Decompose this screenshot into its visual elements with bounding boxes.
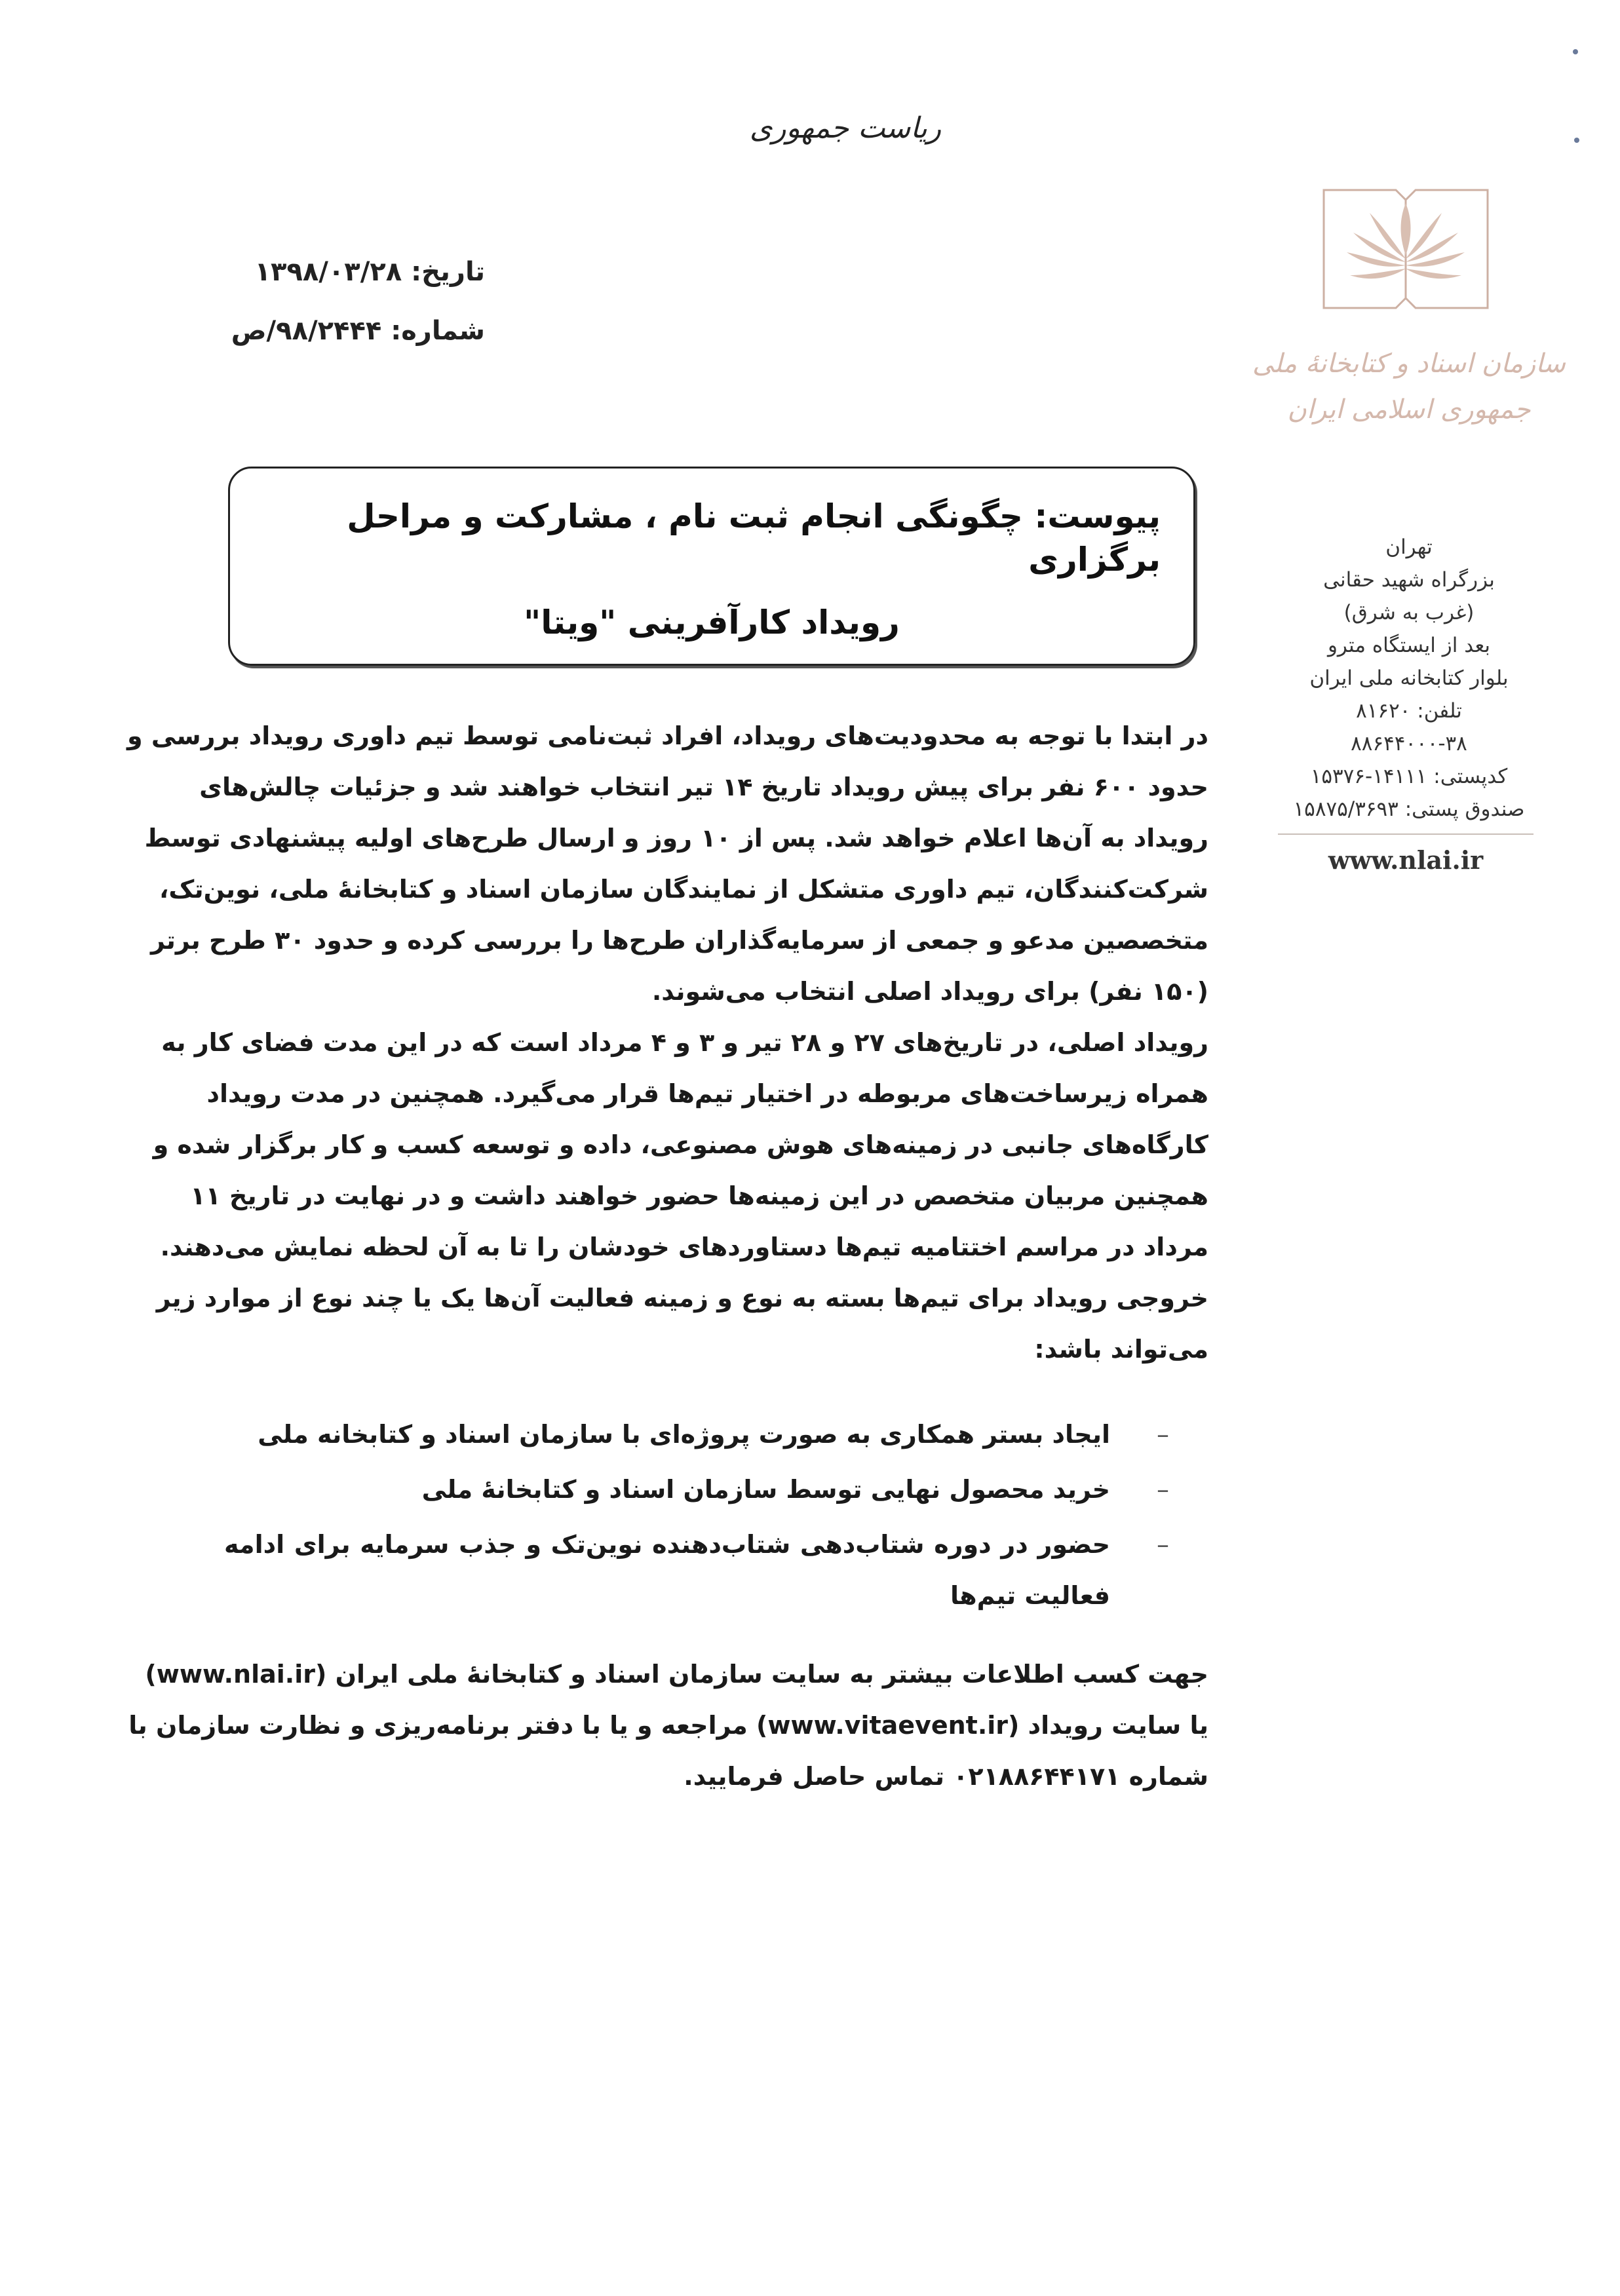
address-line: صندوق پستی: ۱۵۸۷۵/۳۶۹۳ — [1293, 797, 1525, 821]
address-line: بعد از ایستگاه مترو — [1327, 634, 1491, 657]
scan-speck — [1573, 49, 1578, 54]
letter-number: شماره: ۹۸/۲۴۴۴/ص — [231, 316, 485, 346]
address-line: تهران — [1385, 535, 1433, 559]
body-line: متخصصین مدعو و جمعی از سرمایه‌گذاران طرح‌ها را بررسی کرده و حدود ۳۰ طرح برتر — [150, 926, 1208, 955]
closing-line: یا سایت رویداد (www.vitaevent.ir) مراجعه و یا با دفتر برنامه‌ریزی و نظارت سازمان با — [128, 1711, 1208, 1740]
closing-line: جهت کسب اطلاعات بیشتر به سایت سازمان اسناد و کتابخانهٔ ملی ایران (www.nlai.ir) — [145, 1660, 1208, 1689]
list-item — [224, 1409, 1208, 1460]
closing-paragraph — [128, 1649, 1208, 1802]
body-line: (۱۵۰ نفر) برای رویداد اصلی انتخاب می‌شوند. — [651, 977, 1208, 1006]
address-line: تلفن: ۸۱۶۲۰ — [1356, 699, 1462, 723]
body-line: رویداد به آن‌ها اعلام خواهد شد. پس از ۱۰ روز و ارسال طرح‌های اولیه پیشنهادی توسط — [144, 824, 1208, 852]
title-line: رویداد کارآفرینی "ویتا" — [524, 603, 900, 641]
address-line: (غرب به شرق) — [1343, 601, 1475, 624]
bullet-dash-icon: – — [1157, 1475, 1169, 1504]
body-line: همچنین مربیان متخصص در این زمینه‌ها حضور خواهند داشت و در نهایت در تاریخ ۱۱ — [190, 1181, 1208, 1210]
website-link[interactable]: www.nlai.ir — [1328, 845, 1484, 875]
body-line: همراه زیرساخت‌های مربوطه در اختیار تیم‌ها قرار می‌گیرد. همچنین در مدت رویداد — [206, 1079, 1208, 1108]
address-line: بلوار کتابخانه ملی ایران — [1309, 666, 1509, 690]
address-line: بزرگراه شهید حقانی — [1323, 568, 1495, 592]
sidebar-divider — [1278, 833, 1533, 835]
address-line: کدپستی: ۱۴۱۱۱-۱۵۳۷۶ — [1310, 765, 1508, 788]
body-line: شرکت‌کنندگان، تیم داوری متشکل از نمایندگان سازمان اسناد و کتابخانهٔ ملی، نوین‌تک، — [159, 875, 1208, 904]
attachment-title-box — [228, 467, 1195, 666]
list-item-line: فعالیت تیم‌ها — [950, 1581, 1110, 1610]
body-line: مرداد در مراسم اختتامیه تیم‌ها دستاوردهای خودشان را تا به آن لحظه نمایش می‌دهند. — [160, 1233, 1208, 1261]
bullet-dash-icon: – — [1157, 1420, 1169, 1449]
body-line: حدود ۶۰۰ نفر برای پیش رویداد تاریخ ۱۴ تیر انتخاب خواهند شد و جزئیات چالش‌های — [199, 773, 1208, 801]
presidency-header: ریاست جمهوری — [749, 111, 942, 145]
address-line: ۸۸۶۴۴۰۰۰-۳۸ — [1351, 732, 1467, 756]
list-item-line: حضور در دوره شتاب‌دهی شتاب‌دهنده نوین‌تک و جذب سرمایه برای ادامه — [224, 1530, 1110, 1559]
body-line: می‌تواند باشد: — [1034, 1335, 1208, 1364]
address-block — [1219, 531, 1599, 826]
org-name-line: سازمان اسناد و کتابخانهٔ ملی — [1252, 349, 1566, 379]
letter-date: تاریخ: ۱۳۹۸/۰۳/۲۸ — [254, 257, 485, 287]
body-line: در ابتدا با توجه به محدودیت‌های رویداد، افراد ثبت‌نامی توسط تیم داوری رویداد بررسی و — [127, 721, 1208, 750]
body-line: رویداد اصلی، در تاریخ‌های ۲۷ و ۲۸ تیر و ۳ و ۴ مرداد است که در این مدت فضای کار به — [161, 1028, 1208, 1057]
scan-speck — [1574, 138, 1579, 143]
organization-name — [1199, 341, 1619, 432]
list-item — [224, 1519, 1208, 1621]
list-item — [224, 1464, 1208, 1515]
title-line: پیوست: چگونگی انجام ثبت نام ، مشارکت و مراحل برگزاری — [347, 497, 1161, 579]
body-line: کارگاه‌های جانبی در زمینه‌های هوش مصنوعی، داده و توسعه کسب و کار برگزار شده و — [153, 1130, 1208, 1159]
closing-line: شماره ۰۲۱۸۸۶۴۴۱۷۱ تماس حاصل فرمایید. — [684, 1762, 1208, 1791]
outputs-list — [224, 1409, 1208, 1625]
body-text — [127, 710, 1208, 1375]
bullet-dash-icon: – — [1157, 1530, 1169, 1559]
org-name-line: جمهوری اسلامی ایران — [1287, 394, 1531, 425]
body-line: خروجی رویداد برای تیم‌ها بسته به نوع و زمینه فعالیت آن‌ها یک یا چند نوع از موارد زیر — [156, 1284, 1208, 1312]
list-item-line: ایجاد بستر همکاری به صورت پروژه‌ای با سازمان اسناد و کتابخانه ملی — [258, 1420, 1110, 1449]
list-item-line: خرید محصول نهایی توسط سازمان اسناد و کتابخانهٔ ملی — [421, 1475, 1110, 1504]
nlai-logo-icon — [1317, 183, 1494, 315]
